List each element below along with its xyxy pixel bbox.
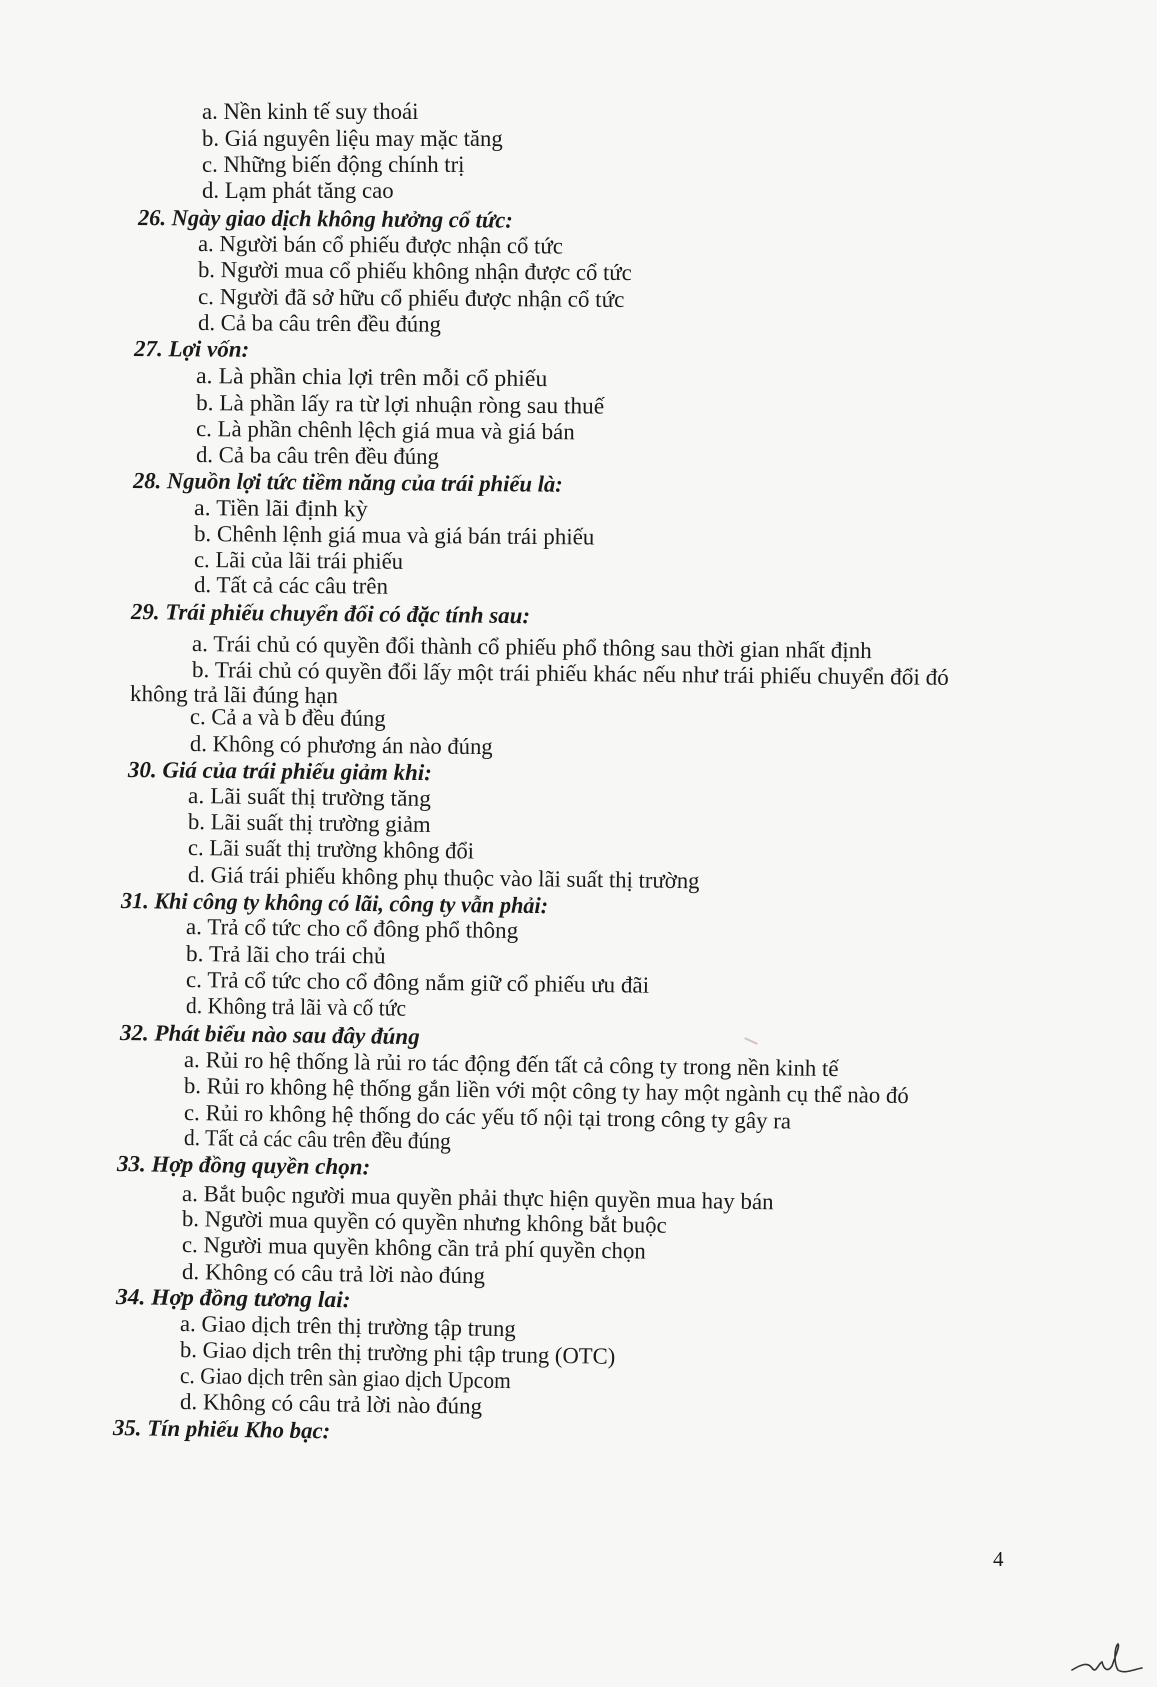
answer-option: a. Người bán cổ phiếu được nhận cổ tức [197,231,563,259]
question-heading: 26. Ngày giao dịch không hưởng cổ tức: [137,205,513,233]
initials-signature [1068,1640,1148,1680]
answer-option: d. Giá trái phiếu không phụ thuộc vào lãi suất thị trường [187,862,700,894]
page-number: 4 [993,1547,1004,1571]
answer-option: b. Trả lãi cho trái chủ [185,941,386,969]
question-heading: 33. Hợp đồng quyền chọn: [116,1151,371,1180]
answer-option: d. Không trả lãi và cố tức [185,993,407,1021]
answer-option: a. Lãi suất thị trường tăng [187,783,432,811]
answer-option: d. Tất cả các câu trên đều đúng [183,1125,451,1154]
answer-option: d. Tất cả các câu trên [193,572,389,599]
question-heading: 27. Lợi vốn: [133,336,250,362]
answer-option: c. Lãi suất thị trường không đổi [187,835,475,864]
answer-option: a. Bắt buộc người mua quyền phải thực hiện quyền mua hay bán [181,1181,774,1215]
answer-option: b. Chênh lệnh giá mua và giá bán trái phiếu [193,521,595,550]
answer-option: a. Nền kinh tế suy thoái [202,99,419,124]
answer-option: d. Cả ba câu trên đều đúng [195,442,440,470]
answer-continuation: không trả lãi đúng hạn [129,681,339,709]
answer-option: b. Rủi ro không hệ thống gắn liền với một công ty hay một ngành cụ thể nào đó [183,1073,909,1109]
answer-option: c. Lãi của lãi trái phiếu [193,547,404,574]
answer-option: b. Trái chủ có quyền đổi lấy một trái phiếu khác nếu như trái phiếu chuyển đổi đó [191,657,949,690]
question-heading: 29. Trái phiếu chuyển đổi có đặc tính sau: [130,599,531,629]
answer-option: c. Người mua quyền không cần trả phí quyền chọn [181,1232,646,1264]
answer-option: a. Giao dịch trên thị trường tập trung [179,1311,517,1342]
answer-option: c. Trả cổ tức cho cổ đông nắm giữ cổ phiếu ưu đãi [185,967,650,998]
scan-speck [744,1037,758,1045]
question-heading: 32. Phát biểu nào sau đây đúng [119,1020,420,1050]
answer-option: a. Trả cổ tức cho cổ đông phổ thông [185,914,519,944]
answer-option: c. Cả a và b đều đúng [189,704,386,732]
answer-option: d. Không có phương án nào đúng [189,731,493,760]
question-heading: 30. Giá của trái phiếu giảm khi: [127,757,433,786]
answer-option: c. Những biến động chính trị [202,152,465,177]
answer-option: b. Người mua quyền có quyền nhưng không bắt buộc [181,1206,667,1238]
answer-option: a. Trái chủ có quyền đổi thành cổ phiếu phổ thông sau thời gian nhất định [191,631,872,664]
question-heading: 34. Hợp đồng tương lai: [115,1284,351,1313]
answer-option: a. Tiền lãi định kỳ [193,495,368,522]
answer-option: d. Cả ba câu trên đều đúng [197,310,442,337]
answer-option: c. Rủi ro không hệ thống do các yếu tố nội tại trong công ty gây ra [183,1100,792,1134]
answer-option: d. Lạm phát tăng cao [202,178,394,203]
answer-option: a. Rủi ro hệ thống là rủi ro tác động đến tất cả công ty trong nền kinh tế [183,1047,839,1082]
answer-option: b. Giao dịch trên thị trường phi tập trung (OTC) [179,1337,616,1369]
answer-option: b. Người mua cổ phiếu không nhận được cổ tức [197,257,632,286]
answer-option: b. Giá nguyên liệu may mặc tăng [202,126,503,151]
answer-option: d. Không có câu trả lời nào đúng [181,1259,486,1289]
answer-option: c. Là phần chênh lệch giá mua và giá bán [195,416,575,445]
answer-option: c. Giao dịch trên sàn giao dịch Upcom [179,1363,512,1394]
question-heading: 28. Nguồn lợi tức tiềm năng của trái phiếu là: [132,468,563,497]
answer-option: a. Là phần chia lợi trên mỗi cổ phiếu [195,363,548,392]
question-heading: 31. Khi công ty không có lãi, công ty vẫn phải: [120,888,549,919]
answer-option: b. Là phần lấy ra từ lợi nhuận ròng sau thuế [195,390,605,419]
answer-option: b. Lãi suất thị trường giảm [187,809,431,837]
question-heading: 35. Tín phiếu Kho bạc: [112,1415,331,1444]
answer-option: d. Không có câu trả lời nào đúng [179,1389,483,1419]
answer-option: c. Người đã sở hữu cổ phiếu được nhận cổ tức [197,284,625,312]
